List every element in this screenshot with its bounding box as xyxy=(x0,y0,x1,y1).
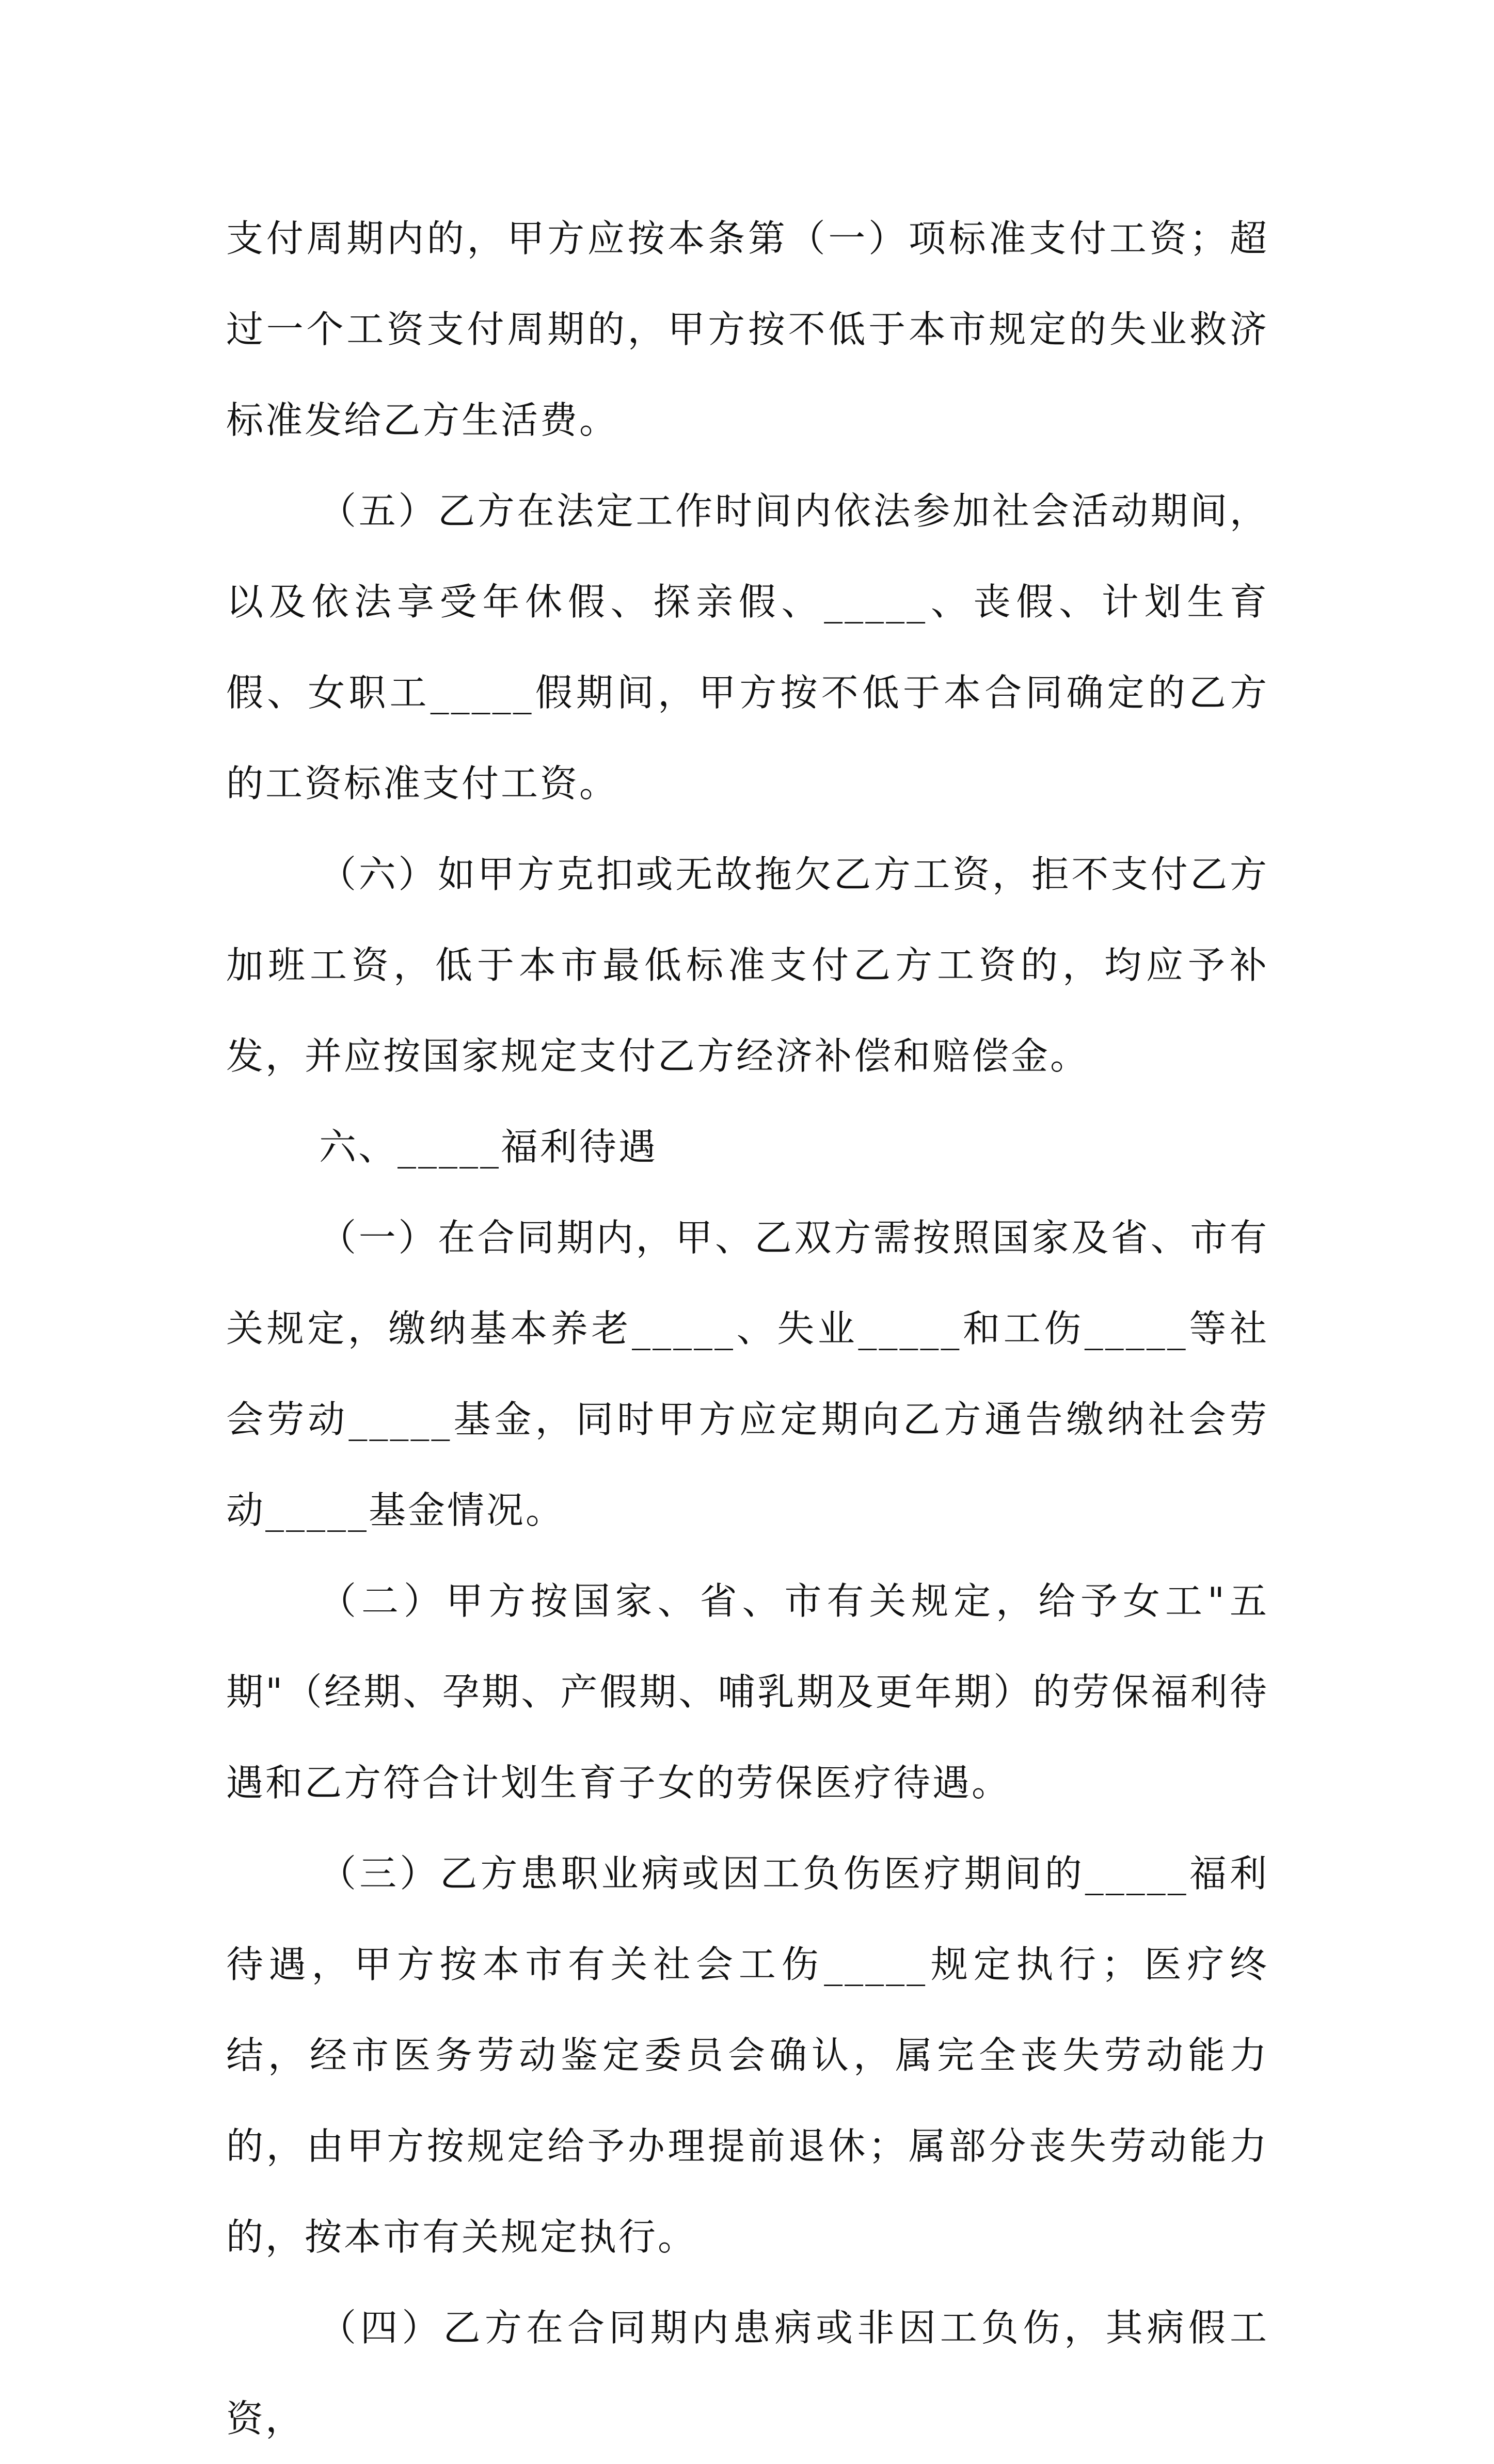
paragraph-welfare-item-3: （三）乙方患职业病或因工负伤医疗期间的_____福利待遇，甲方按本市有关社会工伤_____规定执行；医疗终结，经市医务劳动鉴定委员会确认，属完全丧失劳动能力的，由甲方按规定给予办理提前退休；属部分丧失劳动能力的，按本市有关规定执行。 xyxy=(226,1852,1269,2259)
section-heading-welfare: 六、_____福利待遇 xyxy=(319,1125,658,1169)
paragraph-item-6: （六）如甲方克扣或无故拖欠乙方工资，拒不支付乙方加班工资，低于本市最低标准支付乙方工资的，均应予补发，并应按国家规定支付乙方经济补偿和赔偿金。 xyxy=(226,853,1269,1078)
paragraph-continuation: 支付周期内的，甲方应按本条第（一）项标准支付工资；超过一个工资支付周期的，甲方按不低于本市规定的失业救济标准发给乙方生活费。 xyxy=(226,217,1269,442)
paragraph-item-5: （五）乙方在法定工作时间内依法参加社会活动期间，以及依法享受年休假、探亲假、_____、丧假、计划生育假、女职工_____假期间，甲方按不低于本合同确定的乙方的工资标准支付工资。 xyxy=(226,489,1269,805)
paragraph-welfare-item-2: （二）甲方按国家、省、市有关规定，给予女工"五期"（经期、孕期、产假期、哺乳期及更年期）的劳保福利待遇和乙方符合计划生育子女的劳保医疗待遇。 xyxy=(226,1579,1269,1804)
paragraph-welfare-item-4: （四）乙方在合同期内患病或非因工负伤，其病假工资， xyxy=(226,2306,1269,2440)
document-body xyxy=(226,193,1269,2464)
paragraph-welfare-item-1: （一）在合同期内，甲、乙双方需按照国家及省、市有关规定，缴纳基本养老_____、失业_____和工伤_____等社会劳动_____基金，同时甲方应定期向乙方通告缴纳社会劳动_____基金情况。 xyxy=(226,1216,1269,1532)
